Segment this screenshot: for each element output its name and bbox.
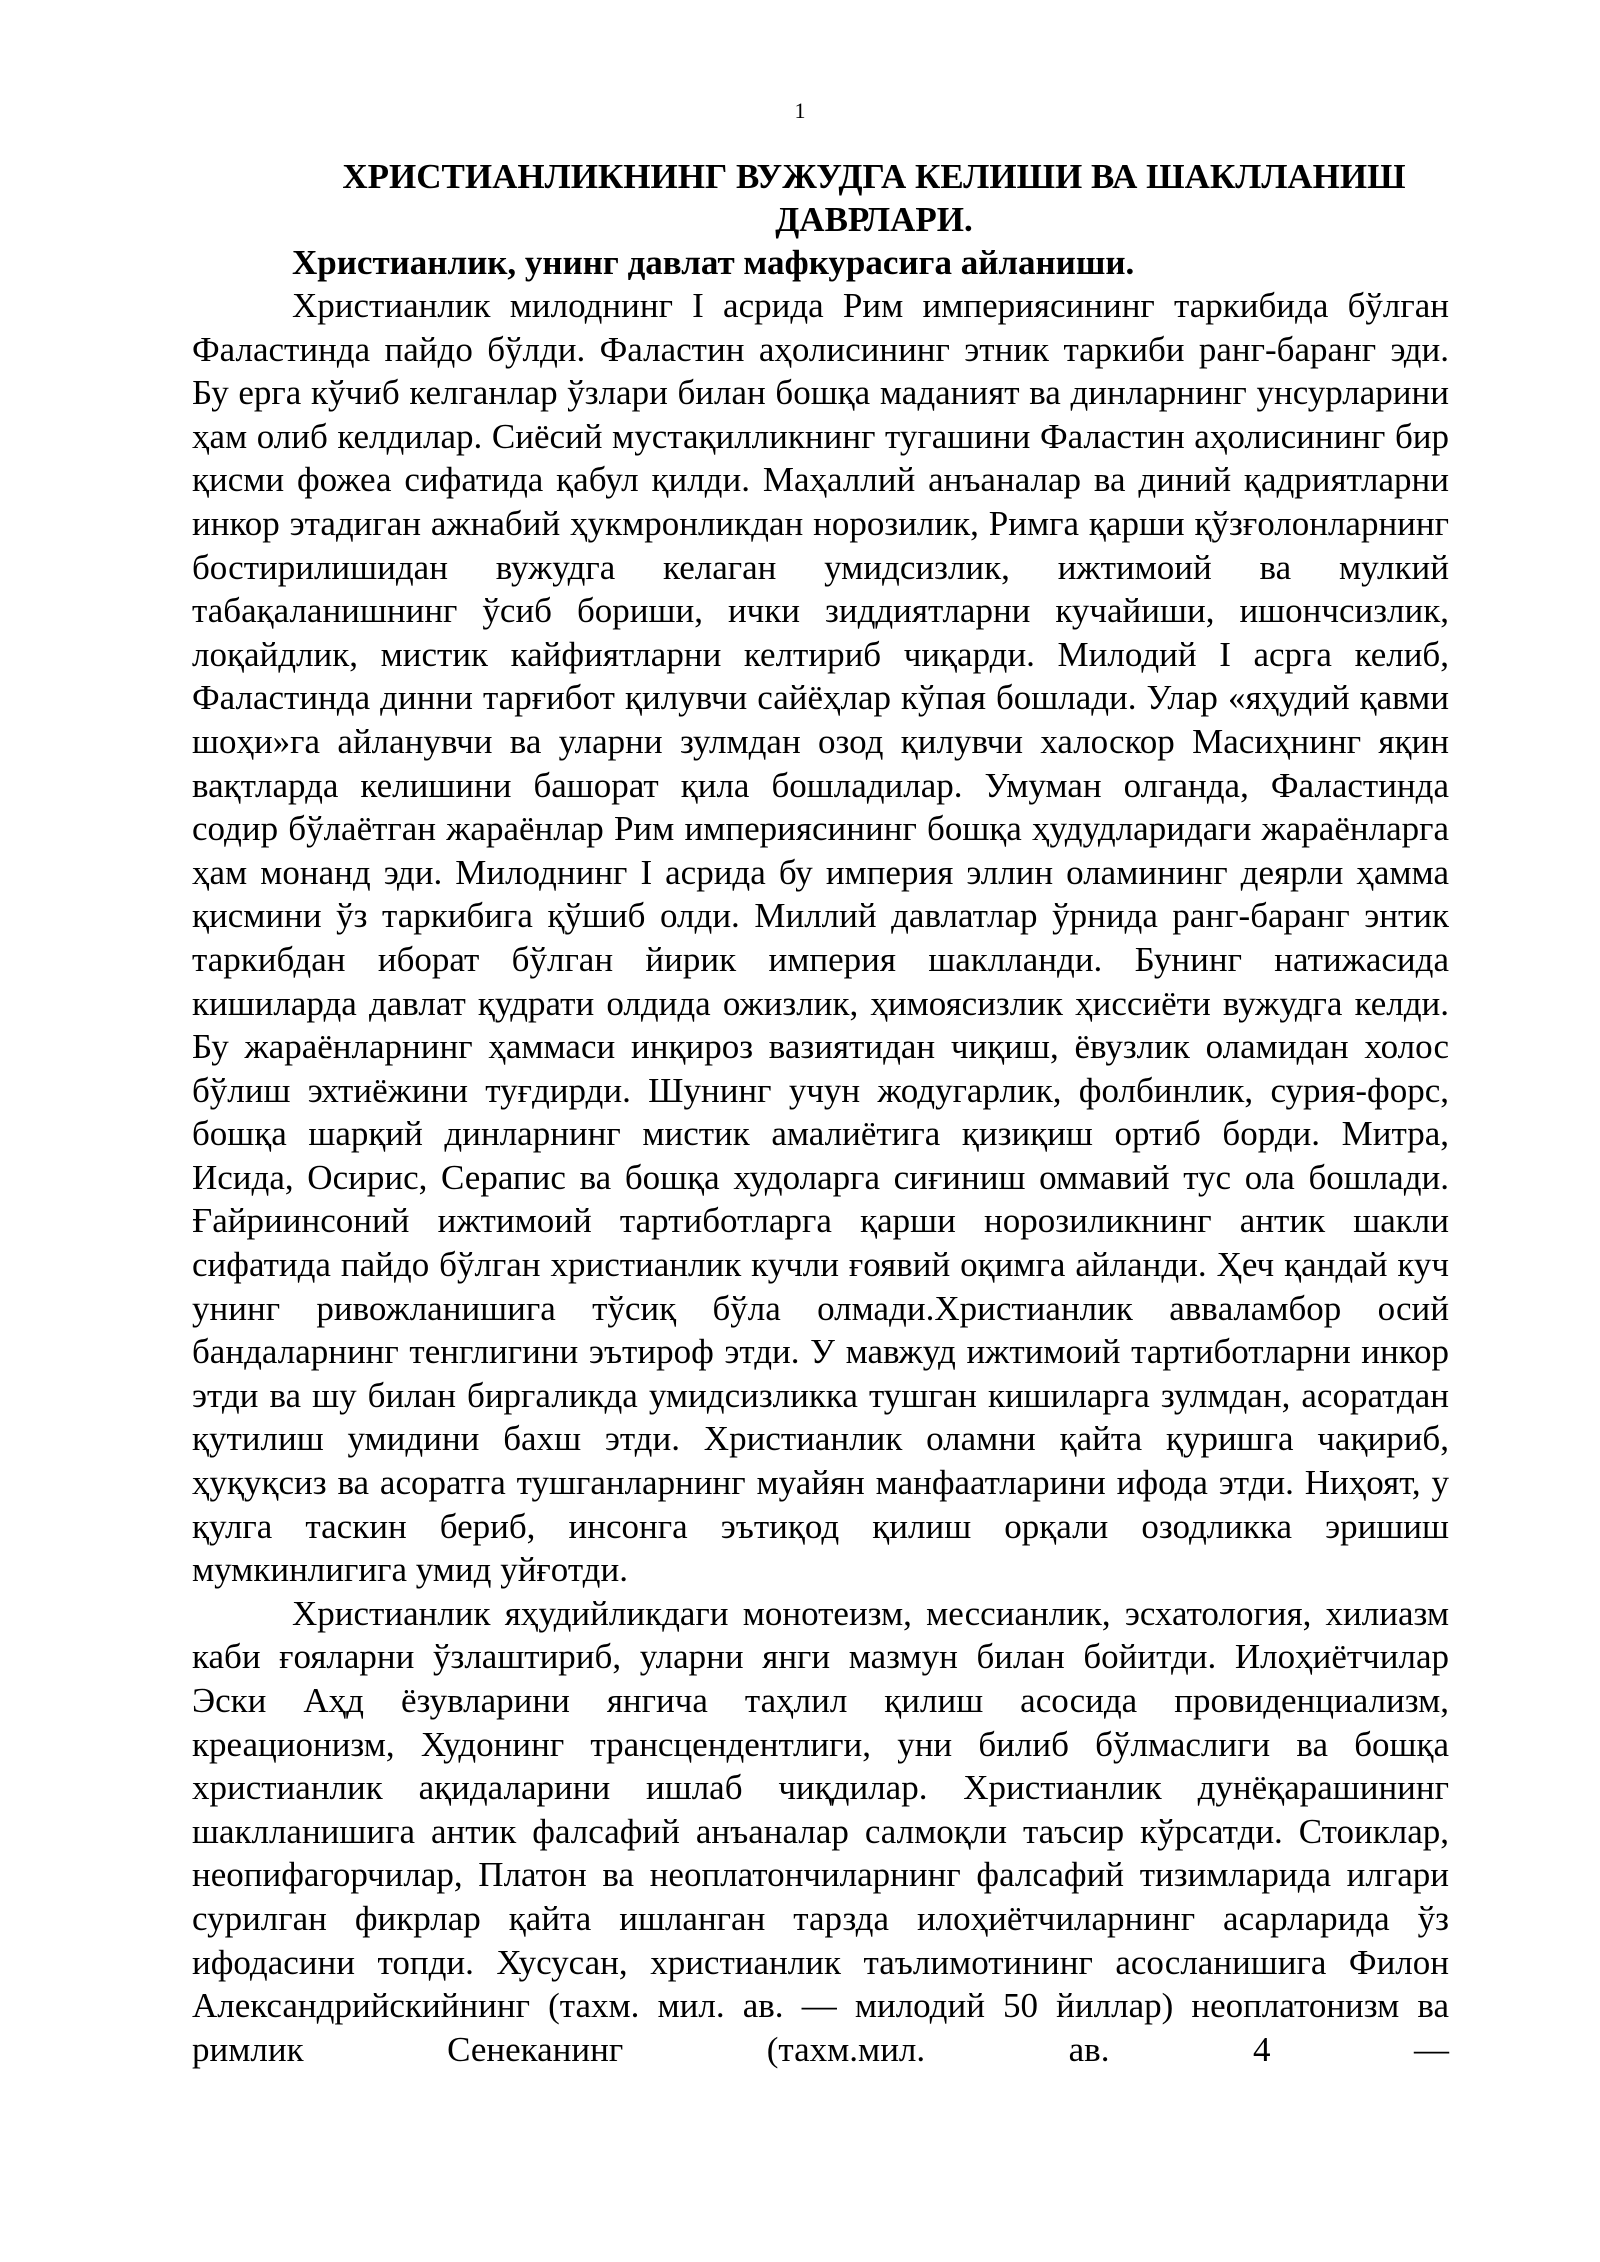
page-number: 1 bbox=[794, 98, 806, 123]
document-body bbox=[192, 155, 1449, 2071]
section-subtitle: Христианлик, унинг давлат мафкурасига айланиши. bbox=[292, 243, 1135, 282]
document-title: ХРИСТИАНЛИКНИНГ ВУЖУДГА КЕЛИШИ ВА ШАКЛЛАНИШ ДАВРЛАРИ. bbox=[342, 157, 1406, 239]
paragraph: Христианлик яҳудийликдаги монотеизм, мессианлик, эсхатология, хилиазм каби ғояларни ўзлаштириб, уларни янги мазмун билан бойитди. Илоҳиётчилар Эски Аҳд ёзувларини янгича таҳлил қилиш асосида провиденциализм, креационизм, Худонинг трансцендентлиги, уни билиб бўлмаслиги ва бошқа христианлик ақидаларини ишлаб чиқдилар. Христианлик дунёқарашининг шаклланишига антик фалсафий анъаналар салмоқли таъсир кўрсатди. Стоиклар, неопифагорчилар, Платон ва неоплатончиларнинг фалсафий тизимларида илгари сурилган фикрлар қайта ишланган тарзда илоҳиётчиларнинг асарларида ўз ифодасини топди. Хусусан, христианлик таълимотининг асосланишига Филон Александрийскийнинг (тахм. мил. ав. — милодий 50 йиллар) неоплатонизм ва римлик Сенеканинг (тахм.мил. ав. 4 — bbox=[192, 1593, 1449, 2069]
paragraph: Христианлик милоднинг I асрида Рим империясининг таркибида бўлган Фаластинда пайдо бўлди. Фаластин аҳолисининг этник таркиби ранг-баранг эди. Бу ерга кўчиб келганлар ўзлари билан бошқа маданият ва динларнинг унсурларини ҳам олиб келдилар. Сиёсий мустақилликнинг тугашини Фаластин аҳолисининг бир қисми фожеа сифатида қабул қилди. Маҳаллий анъаналар ва диний қадриятларни инкор этадиган ажнабий ҳукмронликдан норозилик, Римга қарши қўзғолонларнинг бостирилишидан вужудга келаган умидсизлик, ижтимоий ва мулкий табақаланишнинг ўсиб бориши, ички зиддиятларни кучайиши, ишончсизлик, лоқайдлик, мистик кайфиятларни келтириб чиқарди. Милодий I асрга келиб, Фаластинда динни тарғибот қилувчи сайёҳлар кўпая бошлади. Улар «яҳудий қавми шоҳи»га айланувчи ва уларни зулмдан озод қилувчи халоскор Масиҳнинг яқин вақтларда келишини башорат қила бошладилар. Умуман олганда, Фаластинда содир бўлаётган жараёнлар Рим империясининг бошқа ҳудудларидаги жараёнларга ҳам монанд эди. Милоднинг I асрида бу империя эллин оламининг деярли ҳамма қисмини ўз таркибига қўшиб олди. Миллий давлатлар ўрнида ранг-баранг энтик таркибдан иборат бўлган йирик империя шаклланди. Бунинг натижасида кишиларда давлат қудрати олдида ожизлик, ҳимоясизлик ҳиссиёти вужудга келди. Бу жараёнларнинг ҳаммаси инқироз вазиятидан чиқиш, ёвузлик оламидан холос бўлиш эхтиёжини туғдирди. Шунинг учун жодугарлик, фолбинлик, сурия-форс, бошқа шарқий динларнинг мистик амалиётига қизиқиш ортиб борди. Митра, Исида, Осирис, Серапис ва бошқа худоларга сиғиниш оммавий тус ола бошлади. Ғайриинсоний ижтимоий тартиботларга қарши норозиликнинг антик шакли сифатида пайдо бўлган христианлик кучли ғоявий оқимга айланди. Ҳеч қандай куч унинг ривожланишига тўсиқ бўла олмади.Христианлик аввaламбор осий бандаларнинг тенглигини эътироф этди. У мавжуд ижтимоий тартиботларни инкор этди ва шу билан биргаликда умидсизликка тушган кишиларга зулмдан, асоратдан қутилиш умидини бахш этди. Христианлик оламни қайта қуришга чақириб, ҳуқуқсиз ва асоратга тушганларнинг муайян манфаатларини ифода этди. Ниҳоят, у қулга таскин бериб, инсонга эътиқод қилиш орқали озодликка эришиш мумкинлигига умид уйғотди. bbox=[192, 286, 1449, 1590]
